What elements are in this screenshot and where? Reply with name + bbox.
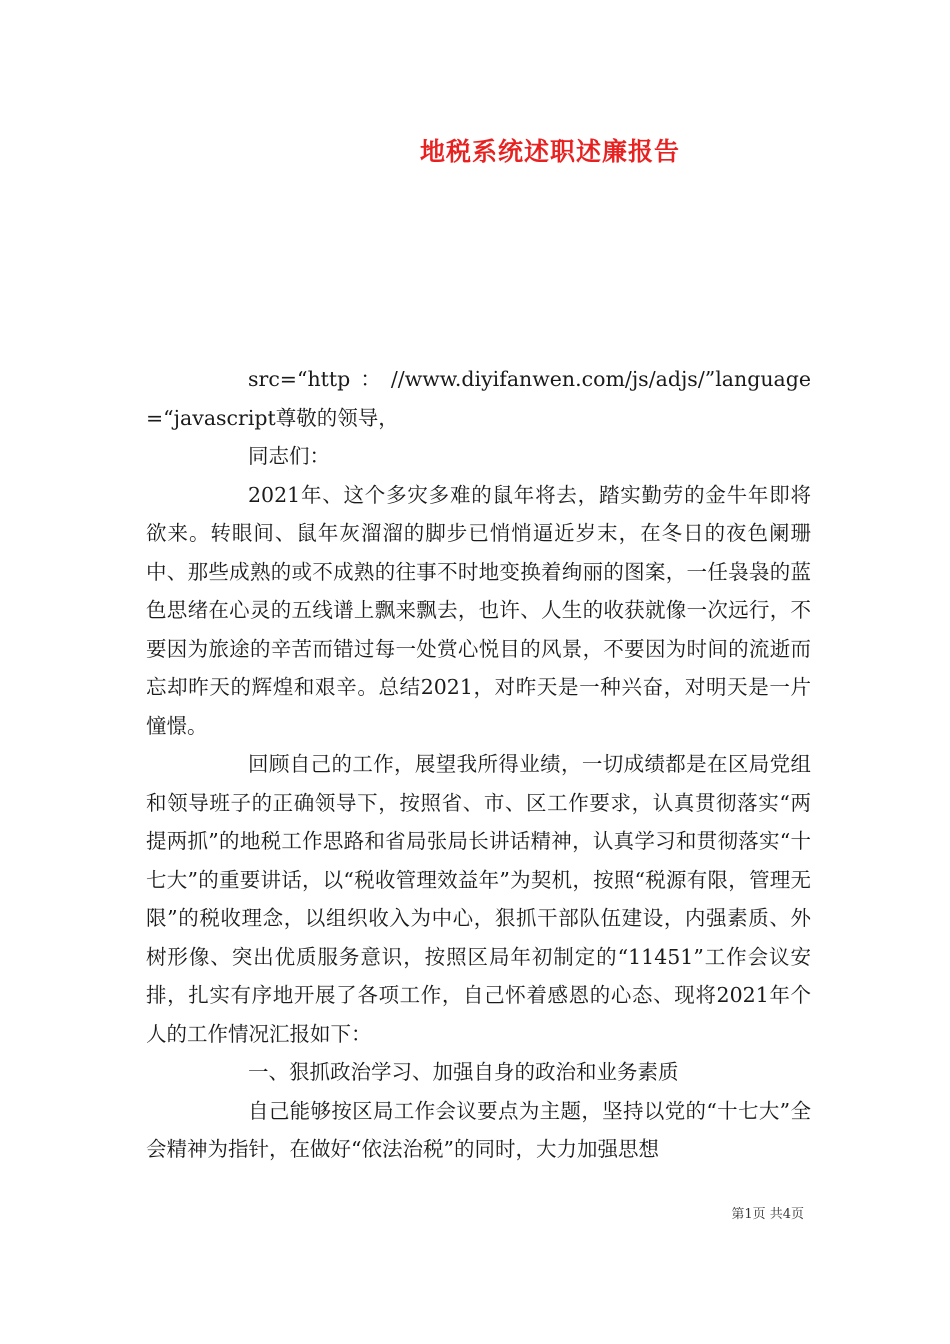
section-heading-1: 一、狠抓政治学习、加强自身的政治和业务素质 — [248, 1060, 679, 1084]
document-body — [146, 360, 811, 1169]
paragraph-salutation: 同志们： — [248, 444, 330, 468]
paragraph-review: 回顾自己的工作，展望我所得业绩，一切成绩都是在区局党组和领导班子的正确领导下，按照省、市、区工作要求，认真贯彻落实“两提两抓”的地税工作思路和省局张局长讲话精神，认真学习和贯彻落实“十七大”的重要讲话，以“税收管理效益年”为契机，按照“税源有限，管理无限”的税收理念，以组织收入为中心，狠抓干部队伍建设，内强素质、外树形像、突出优质服务意识，按照区局年初制定的“11451”工作会议安排，扎实有序地开展了各项工作，自己怀着感恩的心态、现将2021年个人的工作情况汇报如下： — [146, 752, 811, 1046]
document-title-text: 地税系统述职述廉报告 — [419, 137, 680, 166]
paragraph-intro: 2021年、这个多灾多难的鼠年将去，踏实勤劳的金牛年即将欲来。转眼间、鼠年灰溜溜的脚步已悄悄逼近岁末，在冬日的夜色阑珊中、那些成熟的或不成熟的往事不时地变换着绚丽的图案，一任袅袅的蓝色思绪在心灵的五线谱上飘来飘去，也许、人生的收获就像一次远行，不要因为旅途的辛苦而错过每一处赏心悦目的风景，不要因为时间的流逝而忘却昨天的辉煌和艰辛。总结2021，对昨天是一种兴奋，对明天是一片憧憬。 — [146, 482, 811, 738]
page-number: 第1页 共4页 — [731, 1207, 804, 1222]
paragraph-section-1: 自己能够按区局工作会议要点为主题，坚持以党的“十七大”全会精神为指针，在做好“依法治税”的同时，大力加强思想 — [146, 1098, 811, 1161]
paragraph-src-greeting: src=“http：//www.diyifanwen.com/js/adjs/”language=“javascript尊敬的领导， — [146, 367, 811, 430]
document-title — [0, 132, 950, 168]
